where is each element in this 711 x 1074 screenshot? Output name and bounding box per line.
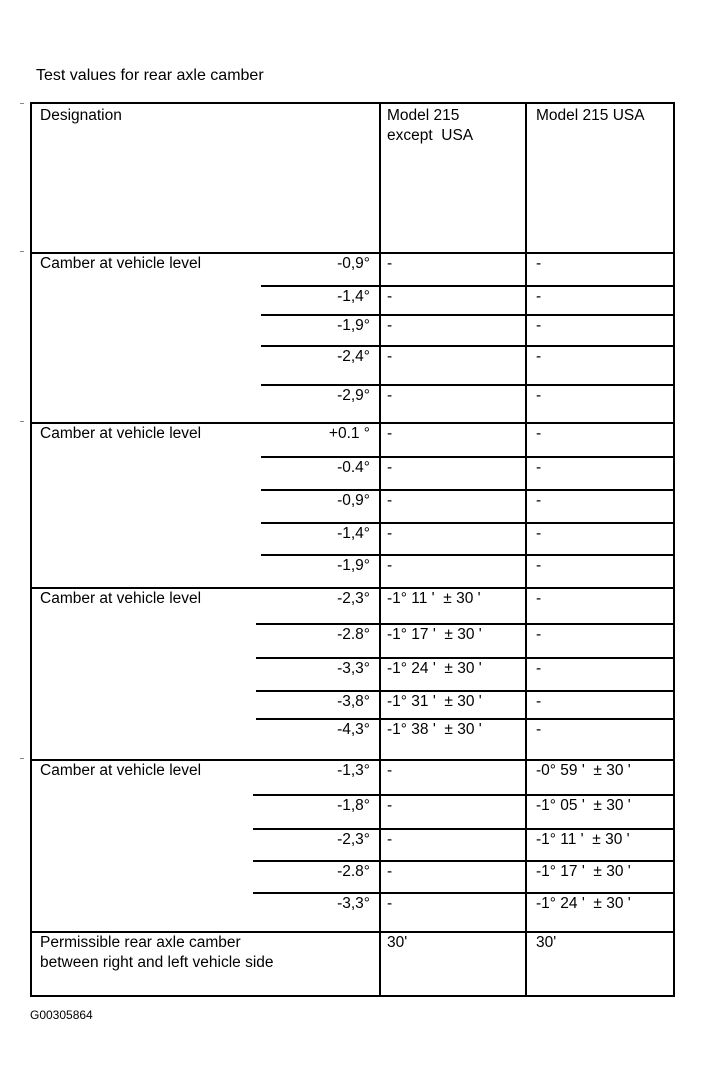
camber-angle: -1,4° xyxy=(337,525,370,542)
camber-angle: -2.8° xyxy=(337,626,370,643)
value-except-usa: - xyxy=(387,895,393,912)
value-except-usa: - xyxy=(387,459,393,476)
group-label: Camber at vehicle level xyxy=(40,425,202,442)
row-divider xyxy=(253,794,673,796)
margin-tick xyxy=(20,103,24,104)
value-except-usa: - xyxy=(387,525,393,542)
camber-angle: -2,3° xyxy=(337,590,370,607)
value-usa: - xyxy=(536,693,542,710)
value-except-usa: - xyxy=(387,317,393,334)
group-label: Camber at vehicle level xyxy=(40,255,202,272)
value-usa: - xyxy=(536,317,542,334)
value-except-usa: - xyxy=(387,288,393,305)
footer-value-usa: 30' xyxy=(536,934,557,951)
row-divider xyxy=(253,892,673,894)
camber-angle: -0,9° xyxy=(337,255,370,272)
camber-angle: -1,3° xyxy=(337,762,370,779)
value-except-usa: - xyxy=(387,425,393,442)
value-except-usa: - xyxy=(387,762,393,779)
value-usa: - xyxy=(536,425,542,442)
row-divider xyxy=(261,554,673,556)
margin-tick xyxy=(20,251,24,252)
camber-angle: -3,8° xyxy=(337,693,370,710)
margin-tick xyxy=(20,758,24,759)
value-except-usa: -1° 17 ' ± 30 ' xyxy=(387,626,482,643)
row-divider xyxy=(256,623,673,625)
value-usa: - xyxy=(536,348,542,365)
value-usa: -1° 05 ' ± 30 ' xyxy=(536,797,631,814)
row-divider xyxy=(261,345,673,347)
value-except-usa: -1° 31 ' ± 30 ' xyxy=(387,693,482,710)
value-usa: - xyxy=(536,492,542,509)
group-label: Camber at vehicle level xyxy=(40,762,202,779)
value-except-usa: - xyxy=(387,255,393,272)
camber-angle: -2,9° xyxy=(337,387,370,404)
row-divider xyxy=(261,384,673,386)
camber-angle: -1,4° xyxy=(337,288,370,305)
camber-angle: -0,9° xyxy=(337,492,370,509)
row-divider xyxy=(256,690,673,692)
document-title: Test values for rear axle camber xyxy=(36,67,264,84)
value-except-usa: - xyxy=(387,557,393,574)
header-model-215-except-usa: Model 215 except USA xyxy=(387,107,474,144)
camber-angle: -1,8° xyxy=(337,797,370,814)
value-usa: -1° 24 ' ± 30 ' xyxy=(536,895,631,912)
value-usa: - xyxy=(536,255,542,272)
value-except-usa: - xyxy=(387,492,393,509)
camber-angle: -2,4° xyxy=(337,348,370,365)
value-except-usa: - xyxy=(387,797,393,814)
footer-label: Permissible rear axle camber between right and left vehicle side xyxy=(40,934,274,971)
row-divider xyxy=(256,718,673,720)
value-except-usa: - xyxy=(387,348,393,365)
row-divider xyxy=(253,828,673,830)
value-usa: - xyxy=(536,721,542,738)
value-usa: - xyxy=(536,525,542,542)
value-usa: -0° 59 ' ± 30 ' xyxy=(536,762,631,779)
row-divider xyxy=(256,657,673,659)
value-usa: - xyxy=(536,660,542,677)
value-usa: -1° 17 ' ± 30 ' xyxy=(536,863,631,880)
camber-table xyxy=(30,102,675,997)
value-except-usa: - xyxy=(387,863,393,880)
value-except-usa: -1° 38 ' ± 30 ' xyxy=(387,721,482,738)
margin-tick xyxy=(20,421,24,422)
value-usa: - xyxy=(536,387,542,404)
row-divider xyxy=(261,489,673,491)
header-designation: Designation xyxy=(40,107,122,124)
camber-angle: -2.8° xyxy=(337,863,370,880)
value-usa: - xyxy=(536,626,542,643)
camber-angle: -3,3° xyxy=(337,895,370,912)
value-usa: - xyxy=(536,557,542,574)
value-usa: -1° 11 ' ± 30 ' xyxy=(536,831,630,848)
value-usa: - xyxy=(536,288,542,305)
row-divider xyxy=(261,456,673,458)
header-model-215-usa: Model 215 USA xyxy=(536,107,645,124)
figure-id: G00305864 xyxy=(30,1008,93,1022)
value-except-usa: -1° 11 ' ± 30 ' xyxy=(387,590,481,607)
camber-angle: -1,9° xyxy=(337,317,370,334)
camber-angle: -1,9° xyxy=(337,557,370,574)
row-divider xyxy=(261,285,673,287)
camber-angle: -2,3° xyxy=(337,831,370,848)
value-usa: - xyxy=(536,459,542,476)
camber-angle: -4,3° xyxy=(337,721,370,738)
row-divider xyxy=(261,522,673,524)
row-divider xyxy=(253,860,673,862)
value-except-usa: -1° 24 ' ± 30 ' xyxy=(387,660,482,677)
value-except-usa: - xyxy=(387,831,393,848)
row-divider xyxy=(261,314,673,316)
value-except-usa: - xyxy=(387,387,393,404)
camber-angle: +0.1 ° xyxy=(328,425,370,442)
camber-angle: -0.4° xyxy=(337,459,370,476)
group-label: Camber at vehicle level xyxy=(40,590,202,607)
value-usa: - xyxy=(536,590,542,607)
camber-angle: -3,3° xyxy=(337,660,370,677)
footer-value-except-usa: 30' xyxy=(387,934,408,951)
